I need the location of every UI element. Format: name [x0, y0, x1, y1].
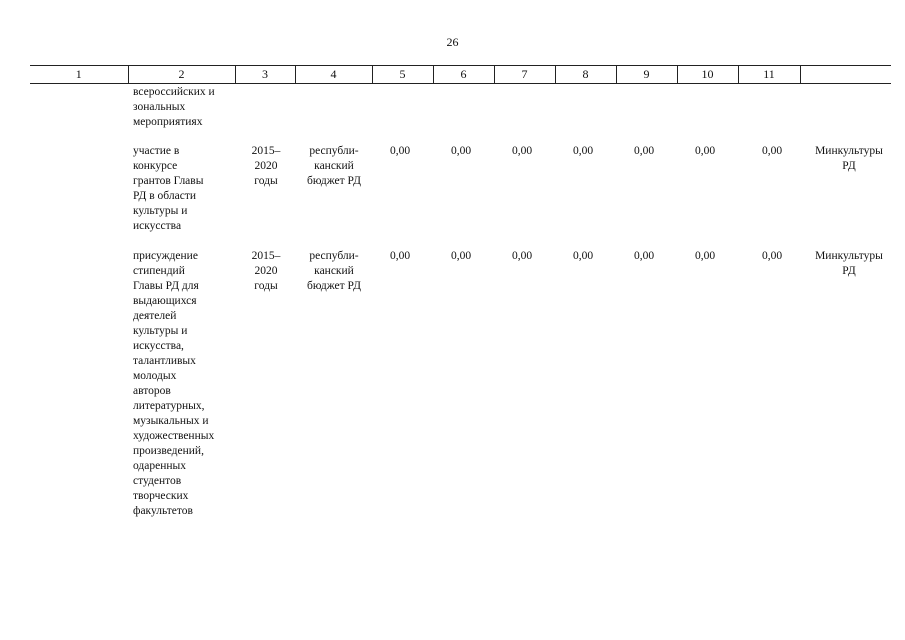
executor-cell: Минкультуры РД — [815, 145, 883, 172]
years-cell: 2015– 2020 годы — [251, 250, 281, 292]
column-number: 8 — [555, 66, 616, 84]
funding-source-cell: республи- канский бюджет РД — [307, 250, 361, 292]
value-cell: 0,00 — [761, 250, 783, 262]
years-cell: 2015– 2020 годы — [251, 145, 281, 187]
value-cell: 0,00 — [694, 250, 716, 262]
value-cell: 0,00 — [389, 250, 411, 262]
measure-name: участие в конкурсе грантов Главы РД в области культуры и искусства — [133, 145, 204, 232]
column-number: 1 — [30, 66, 128, 84]
column-number — [800, 66, 891, 84]
value-cell: 0,00 — [761, 145, 783, 157]
value-cell: 0,00 — [633, 250, 655, 262]
column-number: 10 — [677, 66, 738, 84]
value-cell: 0,00 — [450, 145, 472, 157]
column-number-header — [30, 65, 891, 84]
measure-name: присуждение стипендий Главы РД для выдающихся деятелей культуры и искусства, талантливых молодых авторов литературных, музыкальных и художественных произведений, одаренных студентов творческих факультетов — [133, 250, 215, 517]
value-cell: 0,00 — [694, 145, 716, 157]
column-number: 4 — [295, 66, 372, 84]
funding-source-cell: республи- канский бюджет РД — [307, 145, 361, 187]
value-cell: 0,00 — [511, 250, 533, 262]
column-number: 2 — [128, 66, 235, 84]
column-number: 7 — [494, 66, 555, 84]
column-number: 3 — [235, 66, 295, 84]
page-number: 26 — [446, 35, 459, 49]
executor-cell: Минкультуры РД — [815, 250, 883, 277]
value-cell: 0,00 — [450, 250, 472, 262]
column-number: 9 — [616, 66, 677, 84]
value-cell: 0,00 — [572, 145, 594, 157]
column-number: 5 — [372, 66, 433, 84]
continuation-text: всероссийских и зональных мероприятиях — [133, 86, 215, 128]
column-number: 6 — [433, 66, 494, 84]
value-cell: 0,00 — [633, 145, 655, 157]
value-cell: 0,00 — [389, 145, 411, 157]
value-cell: 0,00 — [511, 145, 533, 157]
column-number: 11 — [738, 66, 800, 84]
value-cell: 0,00 — [572, 250, 594, 262]
